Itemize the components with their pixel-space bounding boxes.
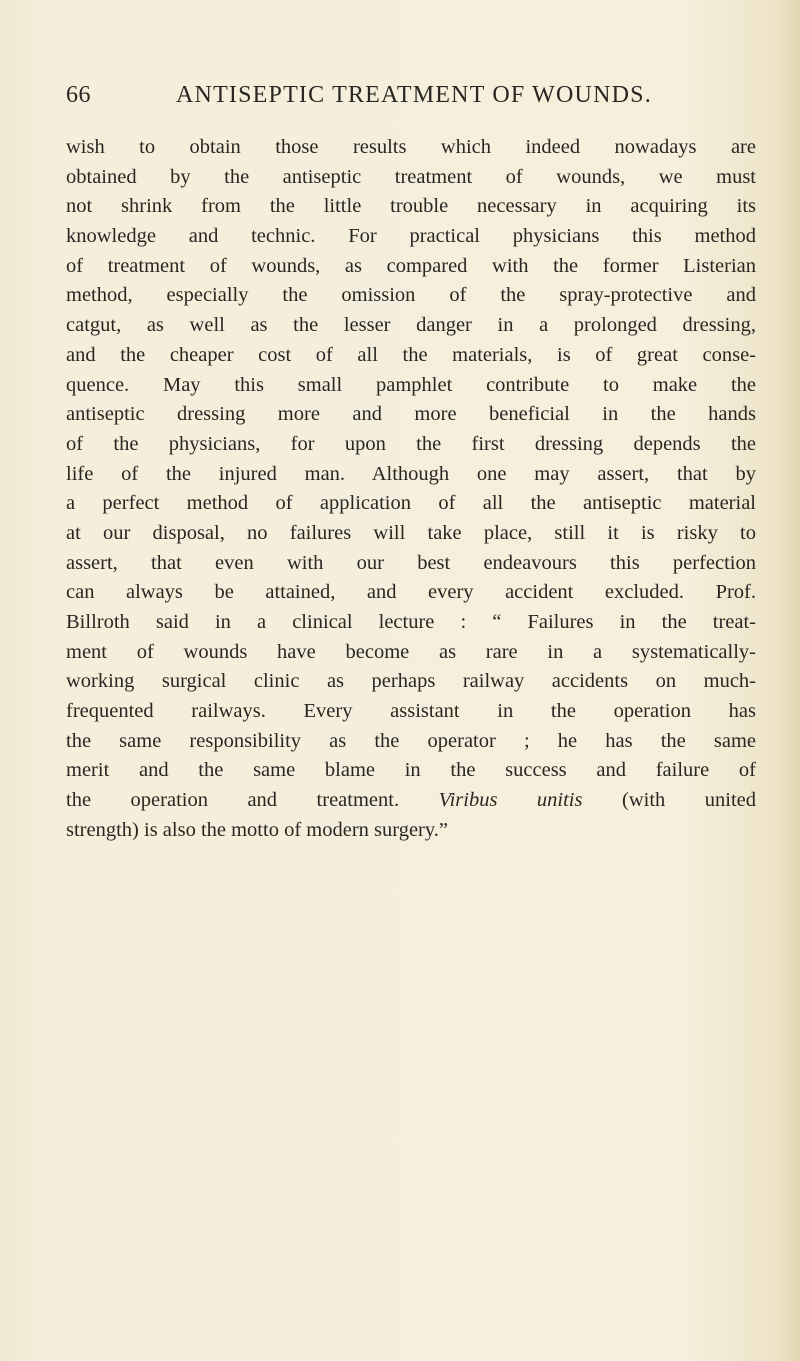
latin-phrase: Viribus unitis xyxy=(438,789,583,812)
text-line: ment of wounds have become as rare in a systematically- xyxy=(66,640,756,663)
text-line: wish to obtain those results which indeed nowadays are xyxy=(66,136,756,158)
running-title: ANTISEPTIC TREATMENT OF WOUNDS. xyxy=(176,82,652,108)
text-line: a perfect method of application of all the antiseptic material xyxy=(66,492,756,515)
body-paragraph xyxy=(66,133,756,846)
text-line: of treatment of wounds, as compared with the former Listerian xyxy=(66,254,756,277)
page-number: 66 xyxy=(66,82,91,108)
text-line: can always be attained, and every accident excluded. Prof. xyxy=(66,581,756,604)
text-line: merit and the same blame in the success and failure of xyxy=(66,759,756,782)
text-line: method, especially the omission of the spray-protective and xyxy=(66,284,756,307)
text-line: the same responsibility as the operator ; he has the same xyxy=(66,729,756,752)
text-line: obtained by the antiseptic treatment of wounds, we must xyxy=(66,165,756,188)
text-line: quence. May this small pamphlet contribute to make the xyxy=(66,373,756,396)
text-line-last: strength) is also the motto of modern surgery.” xyxy=(66,818,449,841)
text-line: knowledge and technic. For practical physicians this method xyxy=(66,225,756,248)
text-line: catgut, as well as the lesser danger in a prolonged dressing, xyxy=(66,314,756,337)
text-line: and the cheaper cost of all the materials, is of great conse- xyxy=(66,343,756,366)
text-line: antiseptic dressing more and more beneficial in the hands xyxy=(66,403,756,426)
text-line: frequented railways. Every assistant in the operation has xyxy=(66,700,756,723)
text-line: at our disposal, no failures will take place, still it is risky to xyxy=(66,521,756,544)
text-line: working surgical clinic as perhaps railway accidents on much- xyxy=(66,670,756,693)
text-segment: the operation and treatment. xyxy=(66,789,400,812)
text-line: of the physicians, for upon the first dressing depends the xyxy=(66,432,756,455)
page-header xyxy=(66,82,686,112)
text-line: Billroth said in a clinical lecture : “ Failures in the treat- xyxy=(66,611,756,633)
text-line: not shrink from the little trouble necessary in acquiring its xyxy=(66,195,756,218)
text-line: life of the injured man. Although one may assert, that by xyxy=(66,462,756,485)
text-segment: (with united xyxy=(622,789,756,812)
text-line-with-latin xyxy=(66,786,756,816)
text-line: assert, that even with our best endeavours this perfection xyxy=(66,551,756,574)
